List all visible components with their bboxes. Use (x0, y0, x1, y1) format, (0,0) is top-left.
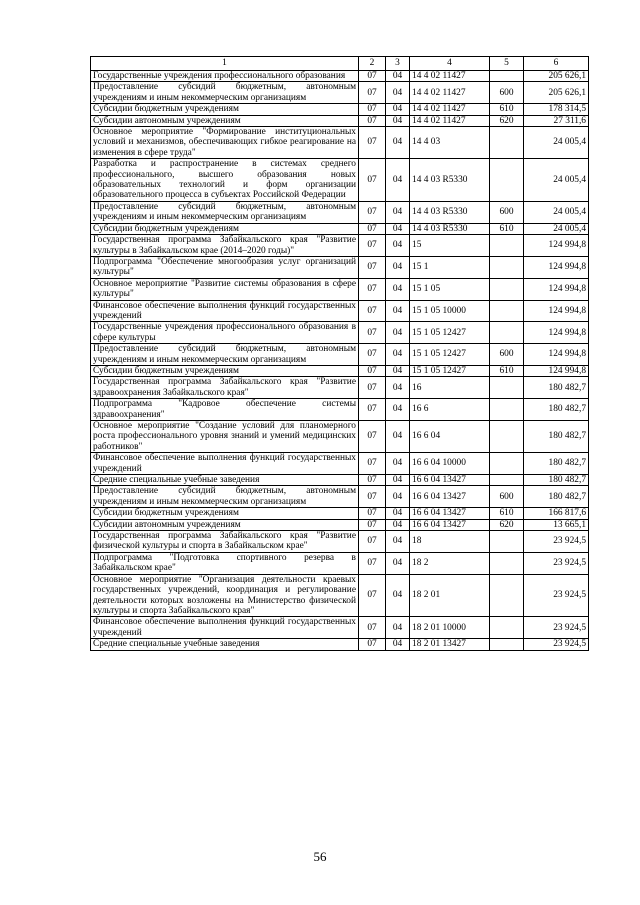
target-article-cell: 16 (410, 377, 490, 399)
amount-cell: 180 482,7 (524, 486, 589, 508)
amount-cell: 23 924,5 (524, 639, 589, 650)
table-row (91, 377, 589, 399)
target-article-cell: 14 4 02 11427 (410, 82, 490, 104)
table-row (91, 486, 589, 508)
table-row (91, 256, 589, 278)
column-header-3: 3 (386, 57, 410, 71)
amount-cell: 24 005,4 (524, 201, 589, 223)
section-code-cell: 07 (359, 365, 386, 376)
section-code-cell: 07 (359, 201, 386, 223)
item-name-cell: Основное мероприятие "Развитие системы образования в сфере культуры" (91, 278, 359, 300)
amount-cell: 124 994,8 (524, 278, 589, 300)
item-name-cell: Государственные учреждения профессионального образования (91, 71, 359, 82)
table-row (91, 223, 589, 234)
expense-type-cell (490, 256, 524, 278)
table-row (91, 127, 589, 159)
expense-type-cell (490, 617, 524, 639)
table-row (91, 82, 589, 104)
item-name-cell: Финансовое обеспечение выполнения функций государственных учреждений (91, 617, 359, 639)
expense-type-cell (490, 421, 524, 453)
table-row (91, 115, 589, 126)
section-code-cell: 07 (359, 453, 386, 475)
amount-cell: 180 482,7 (524, 475, 589, 486)
item-name-cell: Субсидии автономным учреждениям (91, 115, 359, 126)
subsection-code-cell: 04 (386, 104, 410, 115)
target-article-cell: 18 2 01 13427 (410, 639, 490, 650)
item-name-cell: Предоставление субсидий бюджетным, автономным учреждениям и иным некоммерческим организациям (91, 344, 359, 366)
subsection-code-cell: 04 (386, 82, 410, 104)
target-article-cell: 14 4 03 R5330 (410, 159, 490, 202)
section-code-cell: 07 (359, 127, 386, 159)
table-row (91, 322, 589, 344)
column-header-5: 5 (490, 57, 524, 71)
amount-cell: 205 626,1 (524, 82, 589, 104)
table-row (91, 617, 589, 639)
item-name-cell: Государственная программа Забайкальского края "Развитие культуры в Забайкальском крае (2014–2020 годы)" (91, 235, 359, 257)
table-row (91, 399, 589, 421)
section-code-cell: 07 (359, 344, 386, 366)
table-row (91, 278, 589, 300)
section-code-cell: 07 (359, 278, 386, 300)
section-code-cell: 07 (359, 617, 386, 639)
amount-cell: 180 482,7 (524, 377, 589, 399)
item-name-cell: Разработка и распространение в системах среднего профессионального, высшего образования новых образовательных технологий и форм организации образовательного процесса в субъектах Российской Федерации (91, 159, 359, 202)
amount-cell: 27 311,6 (524, 115, 589, 126)
target-article-cell: 15 1 05 12427 (410, 322, 490, 344)
expense-type-cell (490, 127, 524, 159)
section-code-cell: 07 (359, 552, 386, 574)
table-row (91, 421, 589, 453)
target-article-cell: 18 2 (410, 552, 490, 574)
column-header-2: 2 (359, 57, 386, 71)
table-row (91, 475, 589, 486)
subsection-code-cell: 04 (386, 574, 410, 617)
target-article-cell: 15 (410, 235, 490, 257)
table-row (91, 300, 589, 322)
amount-cell: 23 924,5 (524, 617, 589, 639)
subsection-code-cell: 04 (386, 256, 410, 278)
subsection-code-cell: 04 (386, 531, 410, 553)
target-article-cell: 15 1 05 12427 (410, 344, 490, 366)
subsection-code-cell: 04 (386, 486, 410, 508)
target-article-cell: 14 4 03 R5330 (410, 201, 490, 223)
section-code-cell: 07 (359, 71, 386, 82)
section-code-cell: 07 (359, 421, 386, 453)
amount-cell: 180 482,7 (524, 421, 589, 453)
subsection-code-cell: 04 (386, 552, 410, 574)
target-article-cell: 14 4 03 (410, 127, 490, 159)
subsection-code-cell: 04 (386, 300, 410, 322)
subsection-code-cell: 04 (386, 235, 410, 257)
table-row (91, 235, 589, 257)
table-row (91, 453, 589, 475)
section-code-cell: 07 (359, 235, 386, 257)
item-name-cell: Финансовое обеспечение выполнения функций государственных учреждений (91, 453, 359, 475)
expense-type-cell (490, 574, 524, 617)
table-row (91, 201, 589, 223)
item-name-cell: Финансовое обеспечение выполнения функций государственных учреждений (91, 300, 359, 322)
item-name-cell: Подпрограмма "Кадровое обеспечение системы здравоохранения" (91, 399, 359, 421)
table-row (91, 365, 589, 376)
section-code-cell: 07 (359, 82, 386, 104)
target-article-cell: 16 6 04 13427 (410, 519, 490, 530)
expense-type-cell: 620 (490, 519, 524, 530)
table-header-row (91, 57, 589, 71)
section-code-cell: 07 (359, 322, 386, 344)
expense-type-cell (490, 278, 524, 300)
item-name-cell: Подпрограмма "Обеспечение многообразия услуг организаций культуры" (91, 256, 359, 278)
amount-cell: 23 924,5 (524, 531, 589, 553)
amount-cell: 24 005,4 (524, 223, 589, 234)
table-row (91, 344, 589, 366)
table-row (91, 508, 589, 519)
subsection-code-cell: 04 (386, 159, 410, 202)
expense-type-cell (490, 71, 524, 82)
section-code-cell: 07 (359, 115, 386, 126)
section-code-cell: 07 (359, 519, 386, 530)
section-code-cell: 07 (359, 223, 386, 234)
item-name-cell: Субсидии автономным учреждениям (91, 519, 359, 530)
expense-type-cell: 600 (490, 344, 524, 366)
section-code-cell: 07 (359, 104, 386, 115)
expense-type-cell: 610 (490, 365, 524, 376)
table-row (91, 552, 589, 574)
amount-cell: 180 482,7 (524, 399, 589, 421)
target-article-cell: 16 6 04 (410, 421, 490, 453)
subsection-code-cell: 04 (386, 475, 410, 486)
amount-cell: 205 626,1 (524, 71, 589, 82)
expense-type-cell (490, 531, 524, 553)
amount-cell: 23 924,5 (524, 552, 589, 574)
expense-type-cell: 610 (490, 104, 524, 115)
subsection-code-cell: 04 (386, 639, 410, 650)
section-code-cell: 07 (359, 475, 386, 486)
section-code-cell: 07 (359, 531, 386, 553)
target-article-cell: 16 6 04 13427 (410, 475, 490, 486)
expense-type-cell: 600 (490, 486, 524, 508)
target-article-cell: 14 4 02 11427 (410, 71, 490, 82)
amount-cell: 124 994,8 (524, 256, 589, 278)
item-name-cell: Субсидии бюджетным учреждениям (91, 508, 359, 519)
target-article-cell: 16 6 (410, 399, 490, 421)
table-row (91, 574, 589, 617)
subsection-code-cell: 04 (386, 127, 410, 159)
item-name-cell: Средние специальные учебные заведения (91, 475, 359, 486)
subsection-code-cell: 04 (386, 617, 410, 639)
section-code-cell: 07 (359, 377, 386, 399)
expense-type-cell: 610 (490, 508, 524, 519)
subsection-code-cell: 04 (386, 365, 410, 376)
item-name-cell: Предоставление субсидий бюджетным, автономным учреждениям и иным некоммерческим организациям (91, 82, 359, 104)
subsection-code-cell: 04 (386, 508, 410, 519)
subsection-code-cell: 04 (386, 71, 410, 82)
item-name-cell: Предоставление субсидий бюджетным, автономным учреждениям и иным некоммерческим организациям (91, 201, 359, 223)
budget-table (90, 56, 589, 651)
target-article-cell: 18 (410, 531, 490, 553)
column-header-1: 1 (91, 57, 359, 71)
expense-type-cell (490, 377, 524, 399)
expense-type-cell (490, 552, 524, 574)
target-article-cell: 15 1 05 (410, 278, 490, 300)
item-name-cell: Предоставление субсидий бюджетным, автономным учреждениям и иным некоммерческим организациям (91, 486, 359, 508)
target-article-cell: 14 4 02 11427 (410, 115, 490, 126)
table-row (91, 104, 589, 115)
target-article-cell: 16 6 04 10000 (410, 453, 490, 475)
target-article-cell: 18 2 01 10000 (410, 617, 490, 639)
amount-cell: 23 924,5 (524, 574, 589, 617)
item-name-cell: Подпрограмма "Подготовка спортивного резерва в Забайкальском крае" (91, 552, 359, 574)
target-article-cell: 15 1 (410, 256, 490, 278)
document-page (90, 56, 588, 651)
subsection-code-cell: 04 (386, 278, 410, 300)
subsection-code-cell: 04 (386, 322, 410, 344)
amount-cell: 124 994,8 (524, 235, 589, 257)
subsection-code-cell: 04 (386, 344, 410, 366)
amount-cell: 124 994,8 (524, 300, 589, 322)
amount-cell: 166 817,6 (524, 508, 589, 519)
target-article-cell: 16 6 04 13427 (410, 508, 490, 519)
subsection-code-cell: 04 (386, 223, 410, 234)
expense-type-cell (490, 235, 524, 257)
expense-type-cell (490, 322, 524, 344)
target-article-cell: 14 4 03 R5330 (410, 223, 490, 234)
amount-cell: 24 005,4 (524, 127, 589, 159)
expense-type-cell (490, 399, 524, 421)
expense-type-cell: 600 (490, 82, 524, 104)
column-header-4: 4 (410, 57, 490, 71)
item-name-cell: Основное мероприятие "Формирование институциональных условий и механизмов, обеспечивающих гибкое реагирование на изменения в сфере труда" (91, 127, 359, 159)
section-code-cell: 07 (359, 300, 386, 322)
amount-cell: 178 314,5 (524, 104, 589, 115)
item-name-cell: Средние специальные учебные заведения (91, 639, 359, 650)
target-article-cell: 15 1 05 12427 (410, 365, 490, 376)
table-row (91, 531, 589, 553)
target-article-cell: 14 4 02 11427 (410, 104, 490, 115)
section-code-cell: 07 (359, 508, 386, 519)
target-article-cell: 18 2 01 (410, 574, 490, 617)
section-code-cell: 07 (359, 639, 386, 650)
section-code-cell: 07 (359, 159, 386, 202)
amount-cell: 24 005,4 (524, 159, 589, 202)
section-code-cell: 07 (359, 256, 386, 278)
item-name-cell: Субсидии бюджетным учреждениям (91, 365, 359, 376)
expense-type-cell (490, 300, 524, 322)
subsection-code-cell: 04 (386, 399, 410, 421)
target-article-cell: 16 6 04 13427 (410, 486, 490, 508)
item-name-cell: Государственная программа Забайкальского края "Развитие физической культуры и спорта в Забайкальском крае" (91, 531, 359, 553)
item-name-cell: Основное мероприятие "Организация деятельности краевых государственных учреждений, координация и регулирование деятельности которых возложены на Министерство физической культуры и спорта Забайкальского края" (91, 574, 359, 617)
table-row (91, 71, 589, 82)
expense-type-cell: 620 (490, 115, 524, 126)
target-article-cell: 15 1 05 10000 (410, 300, 490, 322)
section-code-cell: 07 (359, 574, 386, 617)
expense-type-cell: 600 (490, 201, 524, 223)
subsection-code-cell: 04 (386, 421, 410, 453)
table-row (91, 519, 589, 530)
table-row (91, 159, 589, 202)
section-code-cell: 07 (359, 486, 386, 508)
amount-cell: 124 994,8 (524, 344, 589, 366)
subsection-code-cell: 04 (386, 453, 410, 475)
column-header-6: 6 (524, 57, 589, 71)
expense-type-cell (490, 475, 524, 486)
subsection-code-cell: 04 (386, 519, 410, 530)
item-name-cell: Субсидии бюджетным учреждениям (91, 104, 359, 115)
subsection-code-cell: 04 (386, 377, 410, 399)
expense-type-cell (490, 159, 524, 202)
item-name-cell: Основное мероприятие "Создание условий для планомерного роста профессионального уровня знаний и умений медицинских работников" (91, 421, 359, 453)
table-row (91, 639, 589, 650)
item-name-cell: Государственная программа Забайкальского края "Развитие здравоохранения Забайкальского края" (91, 377, 359, 399)
item-name-cell: Государственные учреждения профессионального образования в сфере культуры (91, 322, 359, 344)
expense-type-cell: 610 (490, 223, 524, 234)
amount-cell: 13 665,1 (524, 519, 589, 530)
item-name-cell: Субсидии бюджетным учреждениям (91, 223, 359, 234)
amount-cell: 124 994,8 (524, 322, 589, 344)
page-number: 56 (313, 849, 327, 864)
expense-type-cell (490, 453, 524, 475)
subsection-code-cell: 04 (386, 115, 410, 126)
amount-cell: 180 482,7 (524, 453, 589, 475)
expense-type-cell (490, 639, 524, 650)
subsection-code-cell: 04 (386, 201, 410, 223)
section-code-cell: 07 (359, 399, 386, 421)
amount-cell: 124 994,8 (524, 365, 589, 376)
